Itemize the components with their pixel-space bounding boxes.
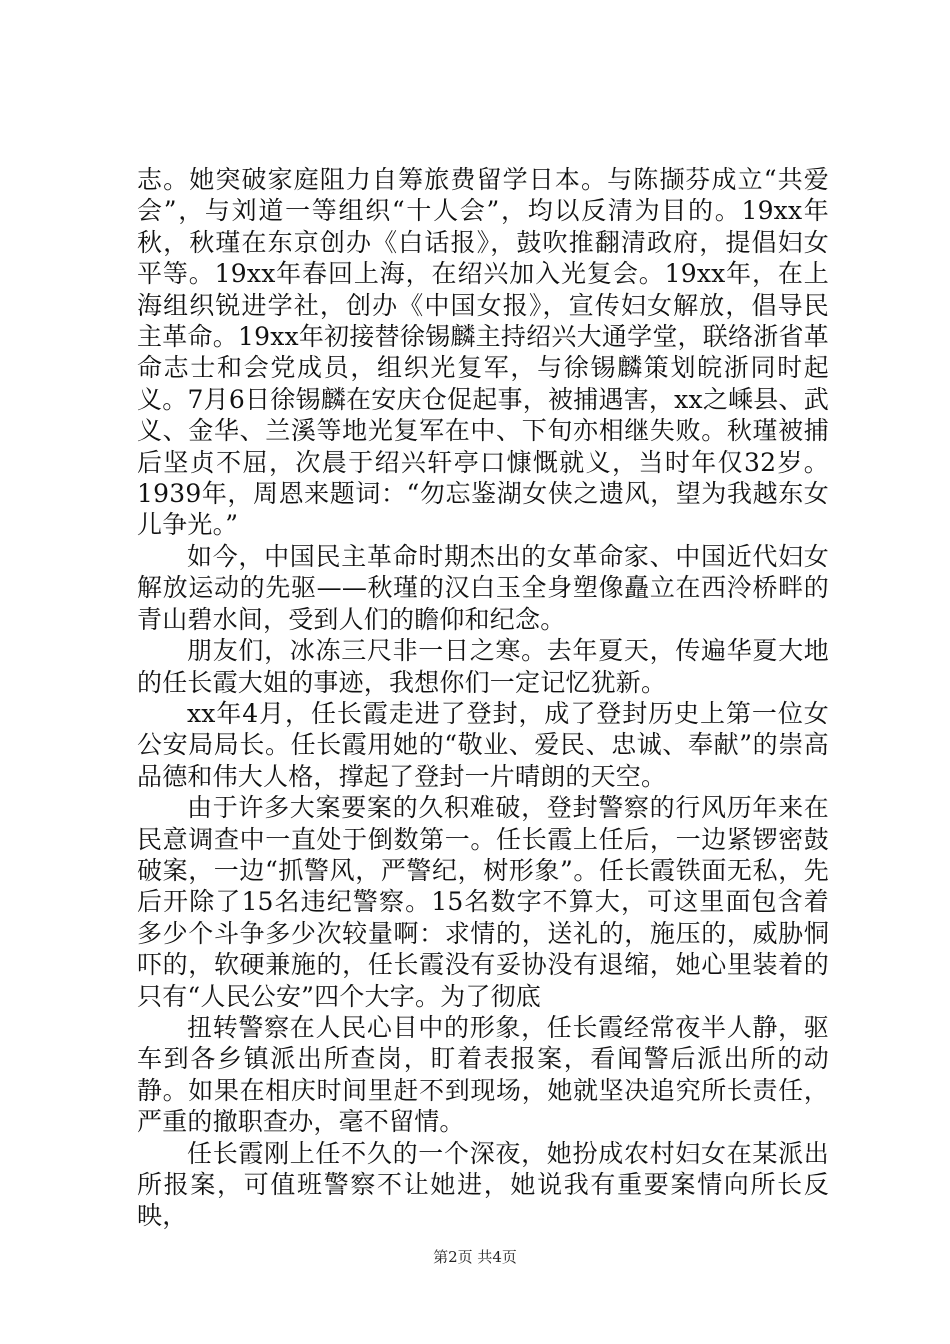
- paragraph-7: 任长霞刚上任不久的一个深夜，她扮成农村妇女在某派出所报案，可值班警察不让她进，她说我有重要案情向所长反映，: [137, 1138, 829, 1231]
- paragraph-5: 由于许多大案要案的久积难破，登封警察的行风历年来在民意调查中一直处于倒数第一。任长霞上任后，一边紧锣密鼓破案，一边“抓警风，严警纪，树形象”。任长霞铁面无私，先后开除了15名违纪警察。15名数字不算大，可这里面包含着多少个斗争多少次较量啊：求情的，送礼的，施压的，威胁恫吓的，软硬兼施的，任长霞没有妥协没有退缩，她心里装着的只有“人民公安”四个大字。为了彻底: [137, 793, 829, 1011]
- body-text: [137, 164, 829, 1232]
- paragraph-1: 志。她突破家庭阻力自筹旅费留学日本。与陈撷芬成立“共爱会”，与刘道一等组织“十人会”，均以反清为目的。19xx年秋，秋瑾在东京创办《白话报》，鼓吹推翻清政府，提倡妇女平等。19xx年春回上海，在绍兴加入光复会。19xx年，在上海组织锐进学社，创办《中国女报》，宣传妇女解放，倡导民主革命。19xx年初接替徐锡麟主持绍兴大通学堂，联络浙省革命志士和会党成员，组织光复军，与徐锡麟策划皖浙同时起义。7月6日徐锡麟在安庆仓促起事，被捕遇害，xx之嵊县、武义、金华、兰溪等地光复军在中、下旬亦相继失败。秋瑾被捕后坚贞不屈，次晨于绍兴轩亭口慷慨就义，当时年仅32岁。1939年，周恩来题词：“勿忘鉴湖女侠之遗风，望为我越东女儿争光。”: [137, 165, 829, 540]
- paragraph-4: xx年4月，任长霞走进了登封，成了登封历史上第一位女公安局局长。任长霞用她的“敬业、爱民、忠诚、奉献”的崇高品德和伟大人格，撑起了登封一片晴朗的天空。: [137, 698, 829, 791]
- page-footer: [0, 1246, 950, 1267]
- page-number-label: 第2页 共4页: [433, 1248, 517, 1266]
- paragraph-6: 扭转警察在人民心目中的形象，任长霞经常夜半人静，驱车到各乡镇派出所查岗，盯着表报案，看闻警后派出所的动静。如果在相庆时间里赶不到现场，她就坚决追究所长责任，严重的撤职查办，毫不留情。: [137, 1012, 829, 1137]
- paragraph-2: 如今，中国民主革命时期杰出的女革命家、中国近代妇女解放运动的先驱——秋瑾的汉白玉全身塑像矗立在西泠桥畔的青山碧水间，受到人们的瞻仰和纪念。: [137, 541, 829, 634]
- paragraph-3: 朋友们，冰冻三尺非一日之寒。去年夏天，传遍华夏大地的任长霞大姐的事迹，我想你们一定记忆犹新。: [137, 636, 829, 697]
